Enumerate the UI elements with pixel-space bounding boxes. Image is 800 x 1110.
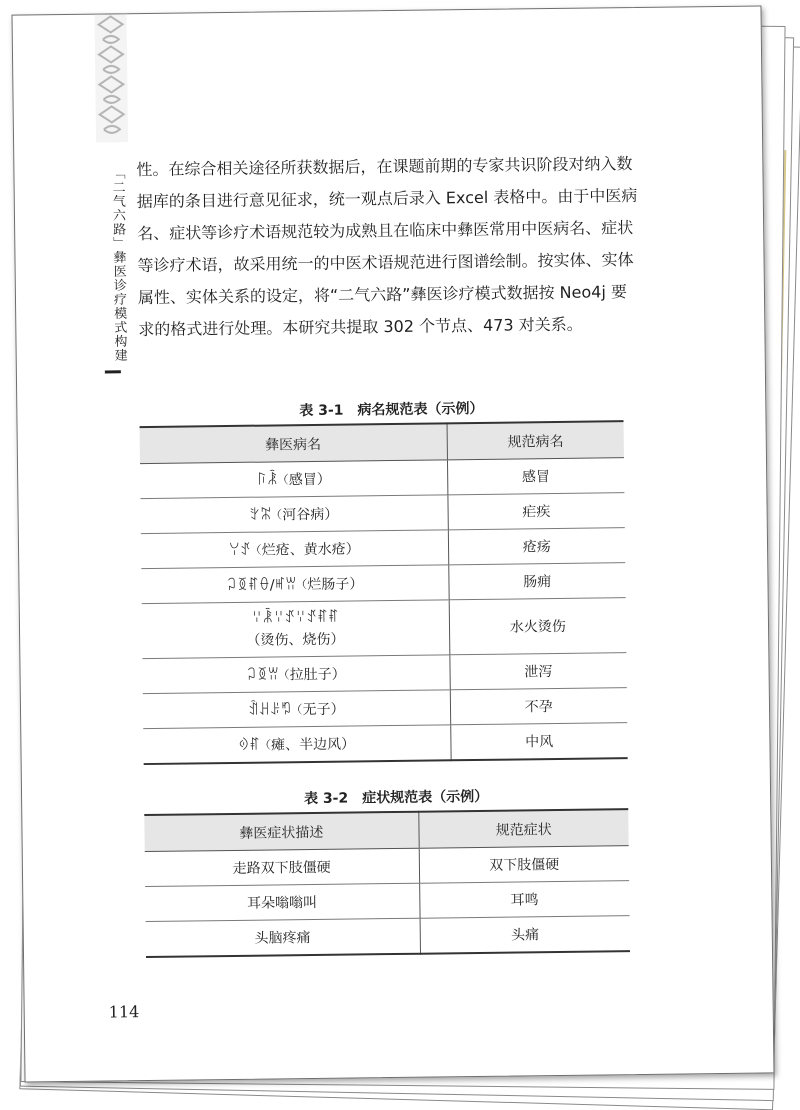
column-header: 彝医症状描述 — [144, 812, 418, 852]
symptom-description-cell: 走路双下肢僵硬 — [145, 848, 419, 886]
running-title: 「二气六路」彝医诊疗模式构建 — [109, 166, 127, 363]
standard-symptom-cell: 头痛 — [420, 916, 630, 954]
column-header: 规范病名 — [447, 421, 624, 460]
standard-symptom-cell: 双下肢僵硬 — [419, 846, 629, 884]
table-caption: 表 3-2 症状规范表（示例） — [303, 788, 489, 808]
standard-symptom-cell: 耳鸣 — [419, 881, 629, 919]
yi-disease-cell: ꃀꅉꀕ（拉肚子） — [142, 655, 449, 694]
table-row — [146, 916, 630, 957]
standard-name-cell: 水火烫伤 — [449, 598, 627, 655]
table-row — [141, 563, 625, 604]
decorative-ornament — [93, 14, 131, 142]
symptom-table — [144, 808, 630, 958]
yi-disease-cell: ꎍꐥ（瘫、半边风） — [143, 725, 450, 764]
book-page — [12, 5, 775, 1082]
yi-gloss-line: （烫伤、烧伤） — [246, 631, 345, 649]
symptom-description-cell: 耳朵嗡嗡叫 — [145, 883, 419, 921]
table-row — [140, 458, 624, 499]
yi-disease-cell: ꇬꄓ（河谷病） — [140, 495, 447, 534]
disease-name-table — [140, 420, 628, 765]
body-paragraph: 性。在综合相关途径所获数据后，在课题前期的专家共识阶段对纳入数据库的条目进行意见征求，统一观点后录入 Excel 表格中。由于中医病名、症状等诊疗术语规范较为成熟且在临床中彝医常用中医病名、症状等诊疗术语，故采用统一的中医术语规范进行图谱绘制。按实体、实体属性、实体关系的设定，将“二气六路”彝医诊疗模式数据按 Neo4j 要求的格式进行处理。本研究共提取 302 个节点、473 对关系。 — [136, 154, 638, 340]
page-number: 114 — [108, 1002, 140, 1022]
table-row — [142, 653, 626, 694]
table-row — [142, 598, 627, 659]
table-header-row — [144, 809, 628, 851]
table-row — [145, 846, 629, 887]
standard-name-cell: 疟疾 — [447, 493, 624, 530]
standard-name-cell: 不孕 — [450, 688, 627, 725]
standard-name-cell: 中风 — [450, 723, 627, 761]
table-row — [143, 723, 627, 764]
standard-name-cell: 感冒 — [447, 458, 624, 495]
column-header: 彝医病名 — [140, 423, 447, 463]
table-header-row — [140, 421, 624, 463]
symptom-description-cell: 头脑疼痛 — [146, 918, 420, 957]
yi-disease-cell: ꑍꂾ（感冒） — [140, 460, 447, 499]
standard-name-cell: 疮疡 — [448, 528, 625, 565]
yi-disease-cell — [142, 600, 450, 659]
yi-disease-cell: ꃀꅉꐥꂷ/ꎭꀕ（烂肠子） — [141, 565, 448, 604]
title-rule — [105, 370, 121, 373]
yi-disease-cell: ꀉꃅꌠꑳ（无子） — [143, 690, 450, 729]
yi-disease-cell: ꌩꀋ（烂疮、黄水疮） — [141, 530, 448, 569]
table-row — [145, 881, 629, 922]
standard-name-cell: 泄泻 — [449, 653, 626, 690]
yi-script-line: ꈌꂾꈌꀋꈌꀋꐥꐥ — [251, 609, 339, 627]
standard-name-cell: 肠痈 — [448, 563, 625, 600]
column-header: 规范症状 — [418, 809, 628, 848]
table-row — [143, 688, 627, 729]
table-row — [140, 493, 624, 534]
table-caption: 表 3-1 病名规范表（示例） — [299, 400, 484, 420]
table-row — [141, 528, 625, 569]
